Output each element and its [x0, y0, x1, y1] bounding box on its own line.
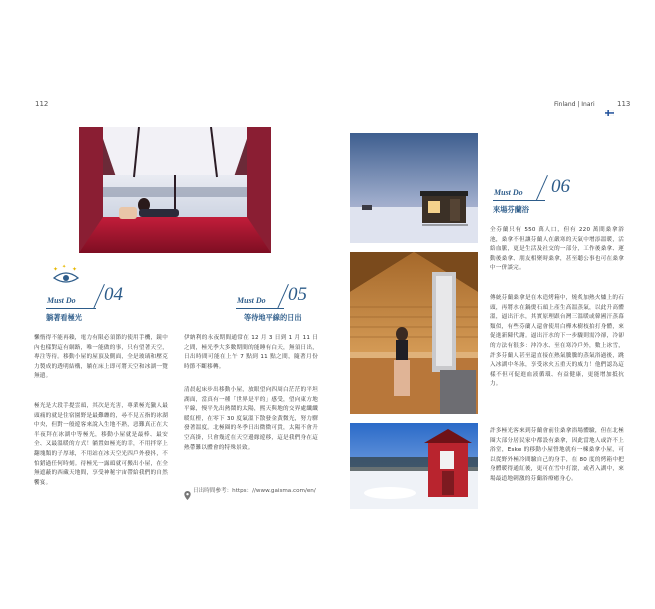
section-06-para2: 傳統芬蘭桑拿是在木造烤箱中，燒炙加熱火爐上的石頭，再將水在鍋燙石頭上產生高溫蒸氣，以此升高體溫，逼出汗水，其實原理跟台灣三溫暖或韓國汗蒸幕類似，有些芬蘭人還會使用白樺木樹枝拍打身體，來促進新陳代謝。逼出汗水的下一步驟則需冷卻，冷卻的方法有很多：沖冷水、至在寒冷戶外，數上冰雪，許多芬蘭人甚至還直接在熱氣騰騰的蒸氣浴過後，跳入冰湖中冬泳，享受冰火五重天的威力！他們認為這樣不但可促進血液循環、有益健康，更能增加抵抗力。: [490, 295, 624, 388]
finland-flag-icon: [605, 101, 614, 120]
right-page-number: 113: [617, 100, 631, 108]
location-pin-icon: [184, 485, 191, 504]
glass-hut-photo: [79, 127, 271, 253]
section-06-para3: 許多極光客來到芬蘭會前往桑拿浴場體驗，但在北極圈大部分居民家中都設有桑拿，因此當地人或許不上浴堂，Eske 的移動小屋營地就有一棟桑拿小屋，可以從野外極冷間驗自己的身手，在 80 度的烤箱中把身體暖得通紅後，更可在雪中打滾，或者入湖中，來場最道地刺激的芬蘭浴療癒身心。: [490, 428, 624, 482]
section-04-para1: 懶惰得不能再賴，電力有限必須節約使用手機，鏡中內也樣對這有網路，唯一能做的事，只有望著天空，專注等待。移動小屋的屋頂及側面，全是玻璃和壓克力製成的透明結構，躺在床上即可將天空和冰湖一覽無遺。: [34, 335, 168, 380]
section-05-para2: 清晨起床步出移動小屋，放眼望向四周白茫茫的平坦湖面，當真有一種「世界是平的」感受，望向東方地平線，慢平先出熱鬧的太陽，熙天與地的交界處纖纖暖紅橙，在零下 30 度氣溫下散發金黃微光，努力驛發著溫度。北極圈的冬季日出微微可貴，太陽不會升空高掛，只會幾近在天空邊緣遊移，這是我們身在這熱帶難以體會的特殊景致。: [184, 387, 318, 451]
running-head-text: Finland | Inari: [554, 101, 595, 108]
left-page-number: 112: [35, 100, 49, 108]
svg-text:✦: ✦: [72, 266, 78, 273]
eye-sparkle-icon: [50, 264, 82, 290]
underline-05: [236, 308, 284, 309]
mustdo-06-label: Must Do: [494, 188, 523, 197]
section-06-para1: 全芬蘭只有 550 萬人口，但有 220 萬間桑拿浴池，桑拿不但讓芬蘭人在嚴寒的天氣中增添溫暖，活絡血脈，更是生活及社交的一部分，工作後桑拿、運動後桑拿、朋友相聚時桑拿，甚至聽公事也可在桑拿中一併談完。: [490, 227, 624, 272]
svg-text:✦: ✦: [53, 266, 59, 273]
section-05-title: 等待地平線的日出: [244, 313, 302, 322]
underline-04: [46, 308, 96, 309]
section-05-para1: 伊納利的永夜期間通常在 12 月 3 日到 1 月 11 日之間，極光季大多數期間的能睡有白天，無須日出，日出時間可能在上午 7 點到 11 點之間，隨著月份時節不斷移轉。: [184, 335, 318, 370]
mustdo-06-number: 06: [551, 176, 570, 197]
sauna-interior-photo: [350, 252, 478, 414]
svg-text:✦: ✦: [62, 264, 67, 270]
section-04-title: 躺著看極光: [46, 313, 82, 322]
mustdo-05-number: 05: [288, 284, 307, 305]
mustdo-05-label: Must Do: [237, 296, 266, 305]
mustdo-04-label: Must Do: [47, 296, 76, 305]
sauna-hut-on-ice-photo: [350, 133, 478, 243]
section-06-title: 來場芬蘭浴: [493, 205, 529, 214]
mustdo-04-number: 04: [104, 284, 123, 305]
section-04-para2: 極光是大段手提雲頭，其次是光害，專業極光獵人最頭痛的就是住宿園野是最難纏的，尋不見五指的冰湖中央，但對一般遊客來說入生地不熟，惡難真正在大半夜拜在冰湖中等極光，移動小屋就是最棒、最安全、又最溫暖的方式！躺置如極光的幸，不用拌穿上翻塊類的子厚球，不用站在冰天空光四戶外發抖，不怕錯過任何時刻。待極光一露頭就可搬出小屋，在全無遮蔽的西藏天地間，享受神秘宇宙帶給我們的自然饗宴。: [34, 403, 168, 486]
red-sauna-cabin-snow-photo: [350, 423, 478, 509]
running-head: [554, 101, 595, 108]
sunrise-reference-url[interactable]: 日出時間參考：https：//www.gaisma.com/en/: [193, 488, 316, 494]
slash-divider-06: [536, 175, 548, 201]
underline-06: [493, 200, 545, 201]
